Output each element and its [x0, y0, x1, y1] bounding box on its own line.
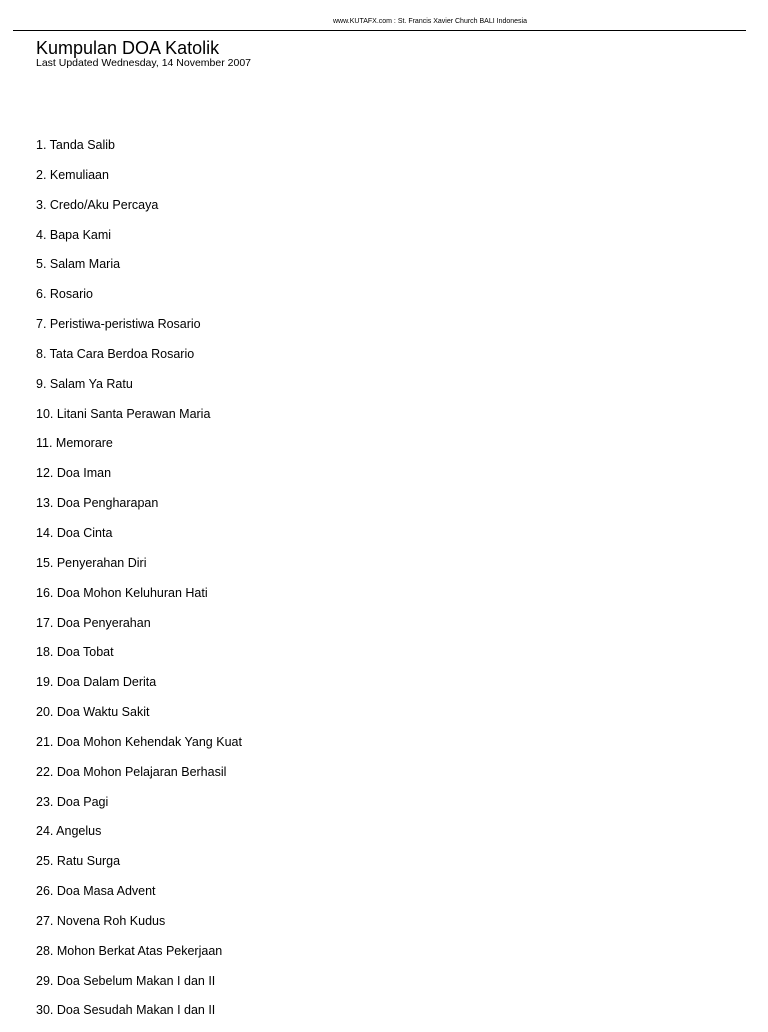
- prayer-list-item: 28. Mohon Berkat Atas Pekerjaan: [36, 943, 223, 958]
- prayer-list-item: 26. Doa Masa Advent: [36, 884, 156, 899]
- prayer-list: [36, 137, 242, 1032]
- page-header: [0, 17, 768, 27]
- prayer-list-item: 25. Ratu Surga: [36, 854, 121, 869]
- prayer-list-item: 8. Tata Cara Berdoa Rosario: [36, 346, 195, 361]
- prayer-list-item: 21. Doa Mohon Kehendak Yang Kuat: [36, 734, 242, 749]
- prayer-list-item: 13. Doa Pengharapan: [36, 496, 159, 511]
- prayer-list-item: 27. Novena Roh Kudus: [36, 913, 166, 928]
- prayer-list-item: 16. Doa Mohon Keluhuran Hati: [36, 585, 208, 600]
- prayer-list-item: 9. Salam Ya Ratu: [36, 376, 133, 391]
- prayer-list-item: 5. Salam Maria: [36, 257, 121, 272]
- prayer-list-item: 11. Memorare: [36, 436, 113, 451]
- prayer-list-item: 19. Doa Dalam Derita: [36, 675, 157, 690]
- prayer-list-item: 3. Credo/Aku Percaya: [36, 197, 159, 212]
- prayer-list-item: 2. Kemuliaan: [36, 167, 109, 182]
- prayer-list-item: 29. Doa Sebelum Makan I dan II: [36, 973, 216, 988]
- prayer-list-item: 14. Doa Cinta: [36, 525, 113, 540]
- prayer-list-item: 22. Doa Mohon Pelajaran Berhasil: [36, 764, 227, 779]
- prayer-list-item: 10. Litani Santa Perawan Maria: [36, 406, 211, 421]
- prayer-list-item: 12. Doa Iman: [36, 466, 112, 481]
- prayer-list-item: 24. Angelus: [36, 824, 102, 839]
- prayer-list-item: 1. Tanda Salib: [36, 138, 115, 152]
- last-updated-text: Last Updated Wednesday, 14 November 2007: [36, 57, 251, 69]
- prayer-list-item: 23. Doa Pagi: [36, 794, 109, 809]
- prayer-list-item: 7. Peristiwa-peristiwa Rosario: [36, 317, 201, 332]
- prayer-list-item: 17. Doa Penyerahan: [36, 615, 151, 630]
- prayer-list-item: 6. Rosario: [36, 287, 93, 302]
- prayer-list-item: 30. Doa Sesudah Makan I dan II: [36, 1003, 216, 1018]
- site-header-text: www.KUTAFX.com : St. Francis Xavier Church BALI Indonesia: [333, 18, 527, 25]
- header-divider: [13, 30, 746, 31]
- prayer-list-item: 4. Bapa Kami: [36, 227, 112, 242]
- prayer-list-item: 15. Penyerahan Diri: [36, 555, 147, 570]
- prayer-list-item: 18. Doa Tobat: [36, 645, 114, 660]
- prayer-list-item: 20. Doa Waktu Sakit: [36, 705, 150, 720]
- document-title: Kumpulan DOA Katolik: [36, 38, 220, 58]
